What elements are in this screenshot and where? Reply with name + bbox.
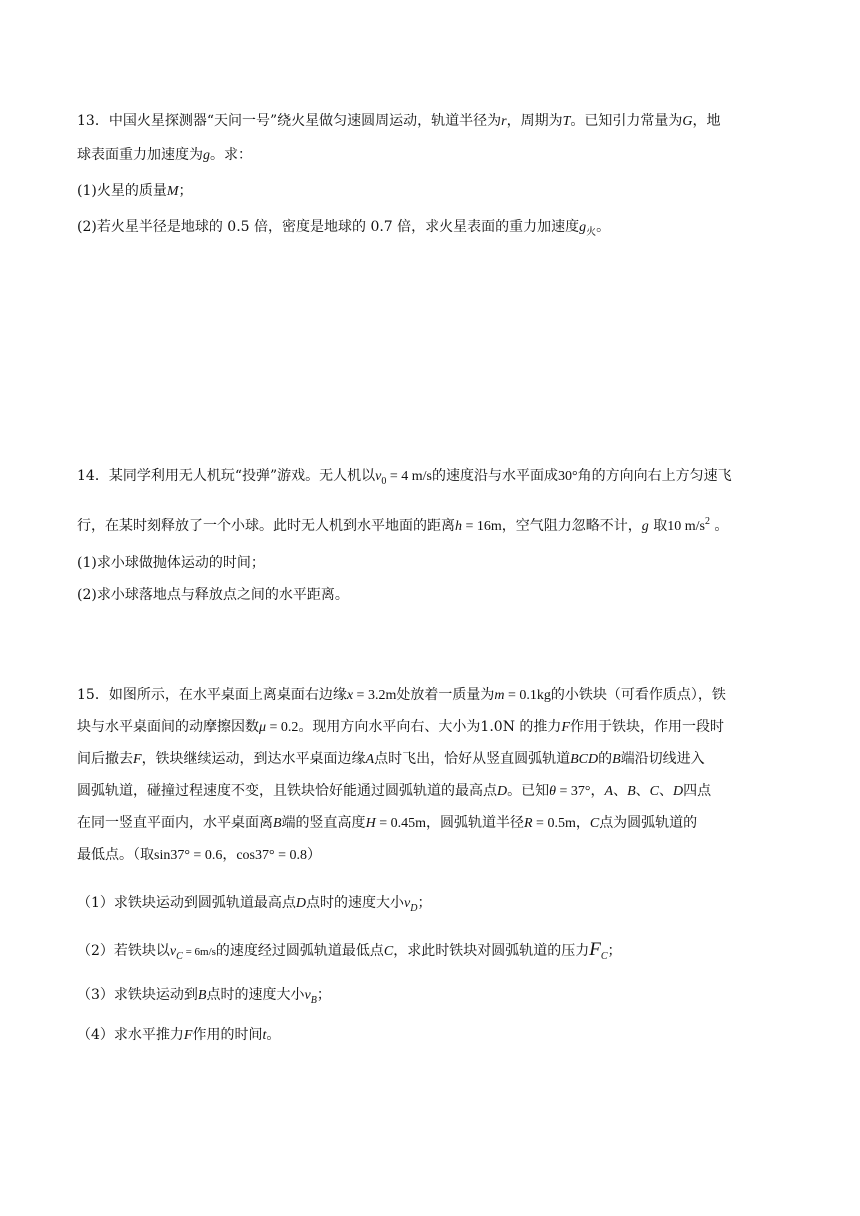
var-mu: μ — [259, 720, 267, 735]
q15-text: 处放着一质量为 — [396, 687, 495, 703]
var-F: F — [183, 1028, 193, 1043]
var-h: h — [455, 519, 462, 534]
q13-text: 。求： — [210, 147, 252, 163]
q13-text: 球表面重力加速度为 — [77, 147, 203, 163]
equation: sin37° = 0.6 — [154, 848, 223, 863]
q14-text: 14．某同学利用无人机玩“投弹”游戏。无人机以 — [77, 468, 376, 484]
q15-text: 端沿切线进入 — [620, 751, 705, 767]
q15-sub-4 — [77, 1025, 280, 1046]
q15-text: 间后撤去 — [77, 751, 133, 767]
q15-line-6 — [77, 845, 321, 866]
q15-text: 最低点。（取 — [77, 847, 154, 863]
q15-line-3 — [77, 749, 705, 770]
q15-text: 块与水平桌面间的动摩擦因数 — [77, 719, 259, 735]
q15-text: ； — [417, 895, 432, 911]
var-x: x — [346, 688, 354, 703]
var-D: D — [672, 784, 684, 799]
var-R: R — [523, 816, 533, 831]
q15-text: 的速度经过圆弧轨道最低点 — [215, 943, 384, 959]
q13-text: 。已知引力常量为 — [570, 113, 683, 129]
q15-text: 在同一竖直平面内，水平桌面离 — [77, 815, 273, 831]
q13-line-2 — [77, 145, 252, 166]
q13-text: 。 — [596, 219, 611, 235]
q15-text: 作用的时间 — [192, 1027, 263, 1043]
equation: = 16m — [462, 519, 502, 534]
equation: cos37° = 0.8 — [236, 848, 307, 863]
var-g: g — [641, 519, 649, 534]
q13-part-1 — [77, 181, 193, 202]
q15-line-1 — [77, 685, 726, 706]
q15-text: 的小铁块（可看作质点），铁 — [550, 687, 726, 703]
var-F: F — [561, 720, 570, 735]
q13-text: ，周期为 — [506, 113, 563, 129]
equation: 10 m/s — [667, 519, 705, 534]
q15-text: 15．如图所示，在水平桌面上离桌面右边缘 — [77, 687, 347, 703]
q13-text: 13．中国火星探测器“天问一号”绕火星做匀速圆周运动，轨道半径为 — [77, 113, 502, 129]
q15-text: ； — [316, 987, 331, 1003]
angle-value: 30° — [557, 469, 578, 484]
q15-sub-2 — [77, 940, 622, 967]
q15-text: 的 — [598, 751, 613, 767]
q15-text: 。现用方向水平向右、大小为1.0N 的推力 — [298, 719, 562, 735]
var-A: A — [604, 784, 614, 799]
subscript: C — [600, 951, 608, 962]
subscript: C — [176, 951, 183, 962]
q15-text: 作用于铁块，作用一段时 — [569, 719, 724, 735]
equation: = 4 m/s — [386, 469, 432, 484]
var-B: B — [197, 988, 207, 1003]
q15-text: （2）若铁块以 — [77, 943, 170, 959]
var-C: C — [383, 944, 394, 959]
equation: = 6m/s — [182, 946, 216, 958]
var-C: C — [649, 784, 659, 799]
q14-line-1 — [77, 466, 732, 492]
var-C: C — [589, 816, 600, 831]
var-t: t — [262, 1028, 267, 1043]
q14-part-1: (1)求小球做抛体运动的时间； — [77, 555, 265, 571]
equation: = 0.2 — [266, 720, 299, 735]
q14-text: 角的方向向右上方匀速飞 — [577, 468, 732, 484]
equation: = 37° — [556, 784, 591, 799]
var-T: T — [562, 114, 571, 129]
q15-text: 、 — [658, 783, 673, 799]
equation: = 0.5m — [532, 816, 576, 831]
q15-text: 、 — [635, 783, 650, 799]
q14-line-2 — [77, 512, 728, 537]
var-H: H — [365, 816, 376, 831]
var-v: v — [169, 944, 177, 959]
q13-text: (2)若火星半径是地球的 0.5 倍，密度是地球的 0.7 倍，求火星表面的重力加速度 — [77, 219, 580, 235]
equation: = 0.45m — [375, 816, 426, 831]
var-F: F — [133, 752, 142, 767]
q15-text: 。已知 — [507, 783, 550, 799]
q15-text: 端的竖直高度 — [281, 815, 366, 831]
var-G: G — [682, 114, 693, 129]
var-m: m — [494, 688, 505, 703]
q15-text: ） — [307, 847, 321, 863]
q15-text: 点为圆弧轨道的 — [599, 815, 698, 831]
q15-line-4 — [77, 781, 711, 802]
var-M: M — [166, 184, 179, 199]
var-v: v — [304, 988, 311, 1003]
q15-text: 点时的速度大小 — [206, 987, 305, 1003]
q15-sub-3 — [77, 985, 331, 1011]
q15-text: 四点 — [683, 783, 712, 799]
q15-text: 。 — [266, 1027, 281, 1043]
q14-text: 行，在某时刻释放了一个小球。此时无人机到水平地面的距离 — [77, 518, 455, 534]
q13-line-1 — [77, 111, 721, 132]
q15-text: （4）求水平推力 — [77, 1027, 184, 1043]
equation: = 0.1kg — [504, 688, 551, 703]
q15-text: （3）求铁块运动到 — [77, 987, 198, 1003]
var-A: A — [365, 752, 375, 767]
subscript: B — [310, 995, 317, 1006]
q13-text: ，地 — [692, 113, 721, 129]
var-v: v — [404, 896, 411, 911]
var-theta: θ — [549, 784, 557, 799]
q15-text: ，铁块继续运动，到达水平桌面边缘 — [141, 751, 366, 767]
q15-text: 、 — [613, 783, 628, 799]
q13-text: (1)火星的质量 — [77, 183, 167, 199]
q15-sub-1 — [77, 893, 432, 919]
q14-text: ，空气阻力忽略不计， — [501, 518, 642, 534]
q15-text: 点时飞出，恰好从竖直圆弧轨道 — [374, 751, 571, 767]
subscript: 0 — [381, 476, 387, 487]
q14-text: 取 — [648, 518, 668, 534]
q15-text: 点时的速度大小 — [306, 895, 405, 911]
q15-line-5 — [77, 813, 697, 834]
q15-text: ， — [222, 847, 237, 863]
q15-text: 圆弧轨道，碰撞过程速度不变，且铁块恰好能通过圆弧轨道的最高点 — [77, 783, 497, 799]
subscript: 火 — [586, 227, 597, 238]
var-g: g — [579, 220, 587, 235]
var-g: g — [203, 148, 210, 163]
var-BCD: BCD — [570, 752, 599, 767]
q15-text: ， — [575, 815, 590, 831]
q14-part-2: (2)求小球落地点与释放点之间的水平距离。 — [77, 587, 349, 603]
var-F: F — [589, 939, 601, 960]
var-D: D — [295, 896, 307, 911]
q13-part-2 — [77, 217, 610, 243]
q15-text: ， — [590, 783, 605, 799]
superscript: 2 — [704, 516, 710, 527]
var-r: r — [501, 114, 507, 129]
var-D: D — [497, 784, 508, 799]
var-B: B — [612, 752, 621, 767]
q14-text: 的速度沿与水平面成 — [431, 468, 558, 484]
var-v: v — [375, 469, 382, 484]
q13-text: ； — [178, 183, 193, 199]
subscript: D — [410, 903, 418, 914]
var-B: B — [273, 816, 282, 831]
var-B: B — [627, 784, 636, 799]
q15-text: （1）求铁块运动到圆弧轨道最高点 — [77, 895, 296, 911]
q14-text: 。 — [709, 518, 729, 534]
q15-text: ，圆弧轨道半径 — [425, 815, 524, 831]
equation: = 3.2m — [353, 688, 397, 703]
q15-text: ，求此时铁块对圆弧轨道的压力 — [393, 943, 590, 959]
q15-line-2 — [77, 717, 724, 738]
q15-text: ； — [607, 943, 622, 959]
